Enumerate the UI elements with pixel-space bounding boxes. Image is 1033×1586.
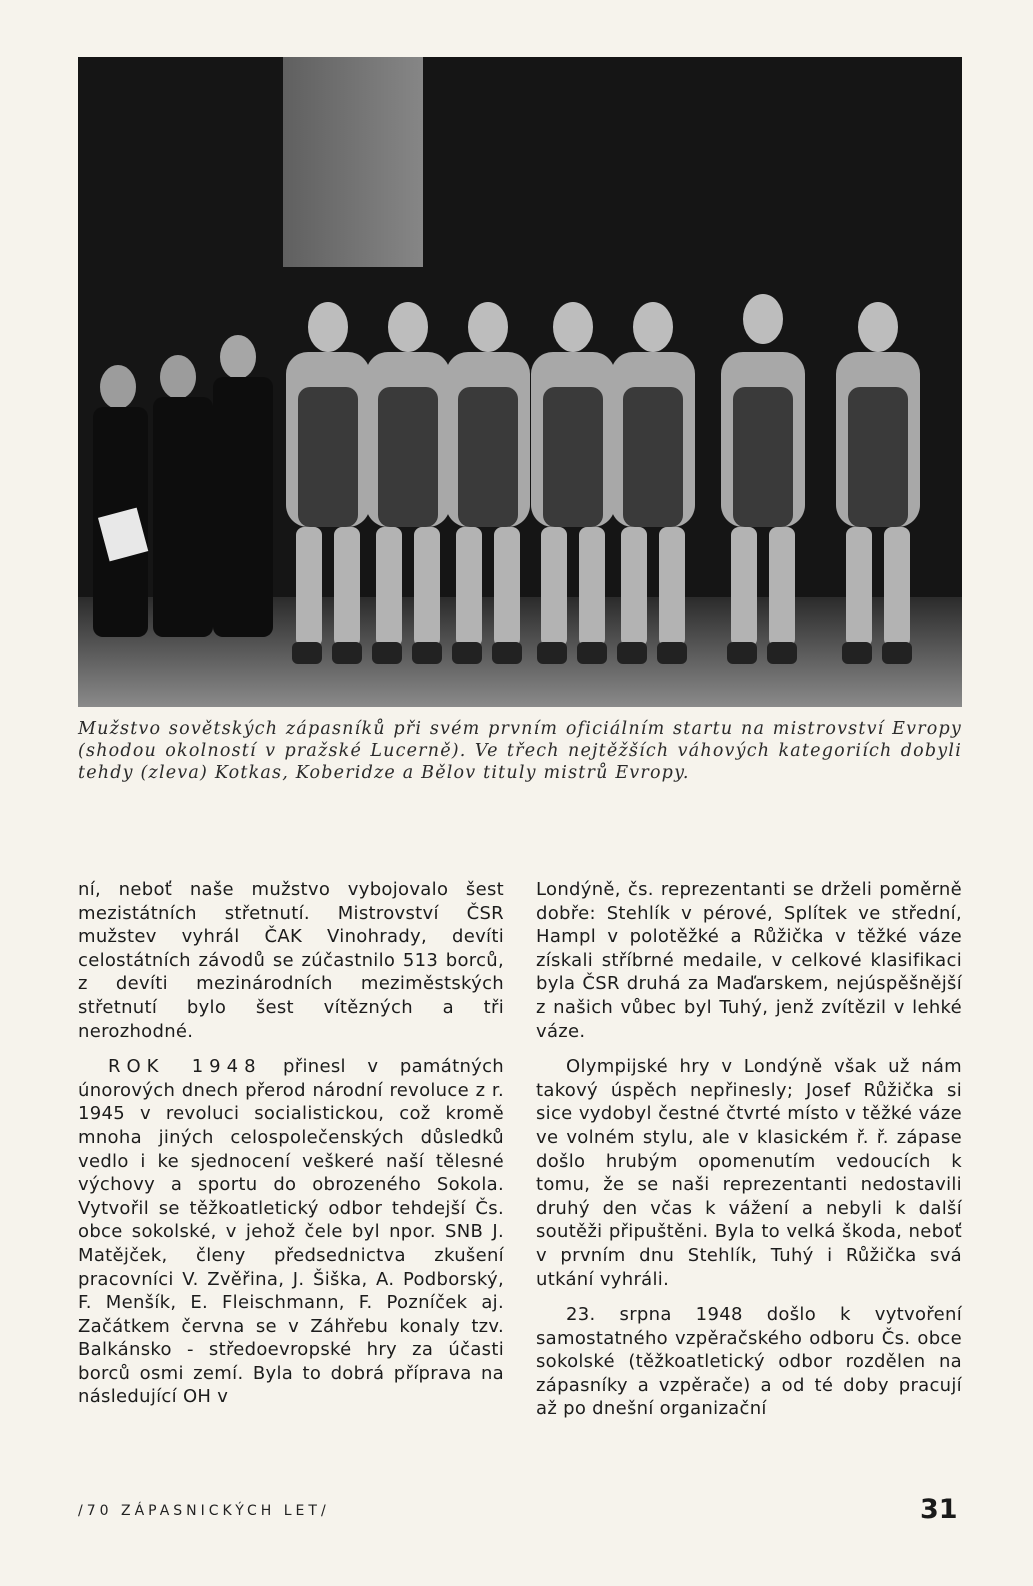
left-paragraph-2 — [78, 1055, 504, 1409]
team-photo — [78, 57, 962, 707]
left-column — [78, 878, 504, 1421]
photo-caption: Mužstvo sovětských zápasníků při svém prvním oficiálním startu na mistrovství Evropy (shodou okolností v pražské Lucerně). Ve třech nejtěžších váhových kategoriích dobyli tehdy (zleva) Kotkas, Koberidze a Bělov tituly mistrů Evropy. — [78, 719, 962, 783]
right-column — [536, 878, 962, 1433]
right-paragraph-1: Londýně, čs. reprezentanti se drželi poměrně dobře: Stehlík v pérové, Splítek ve střední, Hampl v polotěžké a Růžička v těžké váze získali stříbrné medaile, v celkové klasifikaci byla ČSR druhá za Maďarskem, nejúspěšnější z našich vůbec byl Tuhý, jenž zvítězil v lehké váze. — [536, 879, 962, 1042]
year-lead: ROK 1948 — [108, 1056, 262, 1078]
right-paragraph-3: 23. srpna 1948 došlo k vytvoření samostatného vzpěračského odboru Čs. obce sokolské (těžkoatletický odbor rozdělen na zápasníky a vzpěrače) a od té doby pracují až po dnešní organizační — [536, 1304, 962, 1420]
right-paragraph-2: Olympijské hry v Londýně však už nám takový úspěch nepřinesly; Josef Růžička si sice vydobyl čestné čtvrté místo v těžké váze ve volném stylu, ale v klasickém ř. ř. zápase došlo hrubým opomenutím vedoucích k tomu, že se naši reprezentanti nedostavili druhý den včas k vážení a nebyli k další soutěži připuštěni. Byla to velká škoda, neboť v prvním dnu Stehlík, Tuhý i Růžička svá utkání vyhráli. — [536, 1056, 962, 1290]
left-paragraph-1: ní, neboť naše mužstvo vybojovalo šest mezistátních střetnutí. Mistrovství ČSR mužstev vyhrál ČAK Vinohrady, devíti celostátních závodů se zúčastnilo 513 borců, z devíti mezinárodních meziměstských střetnutí bylo šest vítězných a tři nerozhodné. — [78, 879, 504, 1042]
left-paragraph-2-text: přinesl v památných únorových dnech přerod národní revoluce z r. 1945 v revoluci socialistickou, což kromě mnoha jiných celospolečenských důsledků vedlo i ke sjednocení veškeré naší tělesné výchovy a sportu do obrozeného Sokola. Vytvořil se těžkoatletický odbor tehdejší Čs. obce sokolské, v jehož čele byl npor. SNB J. Matějček, členy předsednictva zkušení pracovníci V. Zvěřina, J. Šiška, A. Podborský, F. Menšík, E. Fleischmann, F. Pozníček aj. Začátkem června se v Záhřebu konaly tzv. Balkánsko - středoevropské hry za účasti borců osmi zemí. Byla to dobrá příprava na následující OH v — [78, 1056, 505, 1408]
page-number: 31 — [920, 1494, 958, 1525]
running-title: /70 ZÁPASNICKÝCH LET/ — [78, 1503, 330, 1519]
